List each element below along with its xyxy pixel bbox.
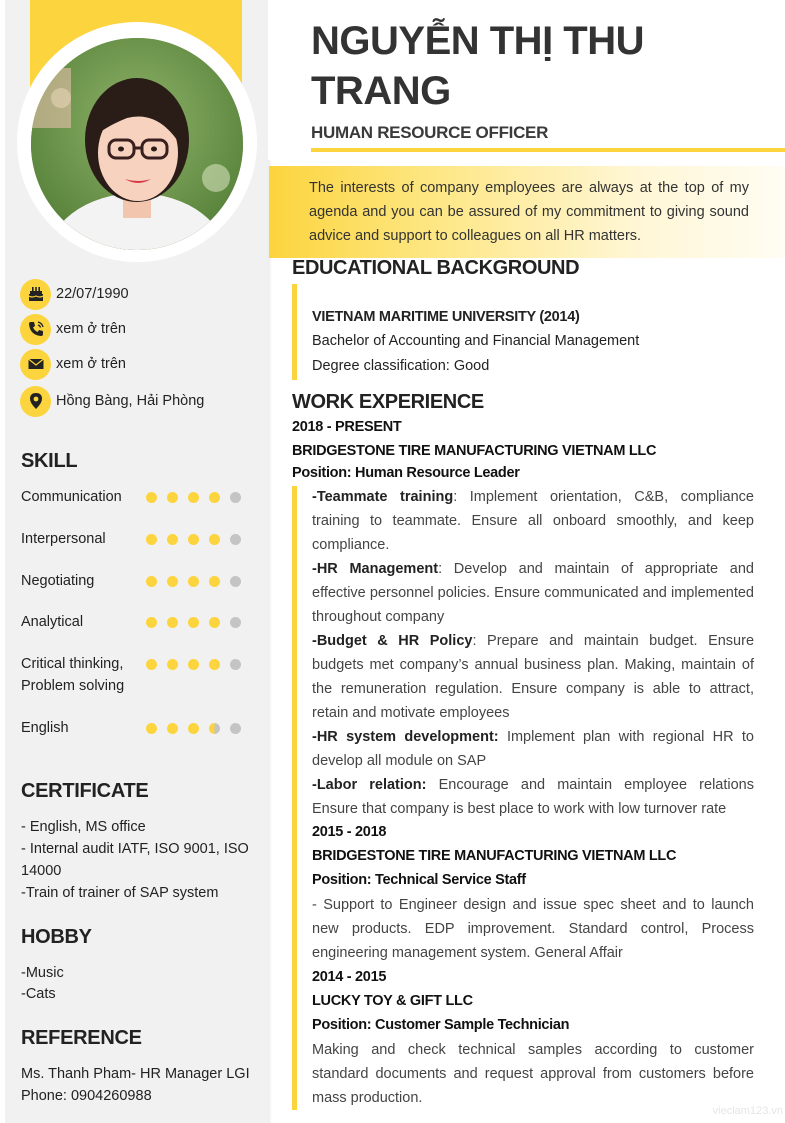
duty-text: : Prepare and maintain budget. Ensure budgets met company’s annual business plan. Making, maintain of the remuneration regulation. Ensure company is able to attract, retain and motivate employees [312,633,755,721]
skill-dot [188,659,199,670]
skill-dot [167,617,178,628]
birthday-text: 22/07/1990 [56,286,129,302]
certificate-heading: CERTIFICATE [21,780,149,802]
phone-icon [20,314,51,345]
reference-heading: REFERENCE [21,1027,142,1049]
skill-dot [167,534,178,545]
duty-text: Implement plan with regional HR to develop all module on SAP [312,729,754,769]
job-period: 2015 - 2018 [312,824,387,840]
sidebar-shadow [268,160,272,1123]
skill-dot [146,492,157,503]
summary-text: The interests of company employees are always at the top of my agenda and you can be assured of my commitment to giving sound advice and support to colleagues on all HR matters. [309,180,749,244]
skill-dot [230,534,241,545]
skill-dot [209,723,220,734]
degree-classification: Degree classification: Good [312,358,490,374]
duty-title: -HR system development: [312,729,499,745]
skill-heading: SKILL [21,450,78,472]
skill-dot [146,534,157,545]
skill-dot [209,659,220,670]
job-position: Position: Customer Sample Technician [312,1017,570,1033]
reference-name: Ms. Thanh Pham- HR Manager LGI [21,1066,250,1082]
skill-dot [146,659,157,670]
title-underline [311,148,785,152]
skill-label: Critical thinking, Problem solving [21,656,125,694]
duty-item [312,485,754,557]
phone-text: xem ở trên [56,321,126,337]
duty-title: -HR Management [312,561,439,577]
mail-icon [20,349,51,380]
candidate-name: NGUYỄN THỊ THU TRANG [311,19,644,113]
certificate-item: - English, MS office [21,819,146,835]
work-heading: WORK EXPERIENCE [292,391,484,413]
duty-item [312,773,754,821]
degree: Bachelor of Accounting and Financial Management [312,333,640,349]
duty-text: : Implement orientation, C&B, compliance training to teammate. Ensure all onboard smoothly, and keep compliance. [312,489,754,553]
certificate-item: -Train of trainer of SAP system [21,885,219,901]
reference-phone: Phone: 0904260988 [21,1088,152,1104]
watermark: vieclam123.vn [712,1105,783,1117]
skill-dot [188,617,199,628]
skill-dot [230,617,241,628]
job-description: - Support to Engineer design and issue spec sheet and to launch new products. EDP improvement. Standard control, Process engineering management system. General Affair [312,897,754,961]
skill-dot [230,576,241,587]
skill-rating [146,617,246,629]
job-title: HUMAN RESOURCE OFFICER [311,123,549,142]
skill-rating [146,492,246,504]
job-period: 2014 - 2015 [312,969,387,985]
skill-label: Interpersonal [21,531,106,547]
skill-dot [209,617,220,628]
duty-item [312,725,754,773]
job-company: BRIDGESTONE TIRE MANUFACTURING VIETNAM LLC [312,848,677,864]
cake-icon [20,279,51,310]
education-accent-bar [292,284,297,380]
skill-dot [146,723,157,734]
skill-dot [167,576,178,587]
hobby-item: -Cats [21,986,56,1002]
duty-text: : Develop and maintain of appropriate and effective personnel policies. Ensure communicated and implemented throughout company [312,561,754,625]
certificate-item: - Internal audit IATF, ISO 9001, ISO 14000 [21,841,249,879]
skill-rating [146,534,246,546]
profile-photo [31,38,243,250]
skill-dot [209,492,220,503]
job-period: 2018 - PRESENT [292,419,402,435]
hobby-item: -Music [21,965,64,981]
duty-title: -Teammate training [312,489,454,505]
skill-dot [209,576,220,587]
skill-dot [146,617,157,628]
skill-rating [146,576,246,588]
skill-dot [188,492,199,503]
skill-label: Communication [21,489,122,505]
skill-dot [230,659,241,670]
skill-dot [209,534,220,545]
location-pin-icon [20,386,51,417]
contact-phone [20,313,126,345]
school-name: VIETNAM MARITIME UNIVERSITY (2014) [312,309,580,325]
contact-address [20,385,204,417]
skill-dot [167,492,178,503]
skill-label: Negotiating [21,573,95,589]
skill-dot [188,723,199,734]
email-text: xem ở trên [56,356,126,372]
skill-dot [167,659,178,670]
hobby-heading: HOBBY [21,926,92,948]
skill-dot [188,534,199,545]
job-company: BRIDGESTONE TIRE MANUFACTURING VIETNAM LLC [292,443,657,459]
skill-dot [188,576,199,587]
job-description: Making and check technical samples according to customer standard documents and request approval from customers before mass production. [312,1042,754,1106]
skill-label: Analytical [21,614,84,630]
duty-item [312,629,754,725]
contact-email [20,348,126,380]
job-company: LUCKY TOY & GIFT LLC [312,993,473,1009]
skill-dot [230,492,241,503]
skill-dot [230,723,241,734]
duty-item [312,557,754,629]
skill-dot [146,576,157,587]
skill-dot [167,723,178,734]
address-text: Hồng Bàng, Hải Phòng [56,393,205,409]
job-position: Position: Human Resource Leader [292,465,520,481]
skill-rating [146,659,246,671]
duty-title: -Budget & HR Policy [312,633,473,649]
work-accent-bar [292,486,297,1110]
skill-label: English [21,720,69,736]
job-position: Position: Technical Service Staff [312,872,526,888]
contact-birthday [20,278,129,310]
duty-title: -Labor relation: [312,777,427,793]
skill-rating [146,723,246,735]
education-heading: EDUCATIONAL BACKGROUND [292,257,580,279]
duty-text: Encourage and maintain employee relations Ensure that company is best place to work with low turnover rate [312,777,754,817]
